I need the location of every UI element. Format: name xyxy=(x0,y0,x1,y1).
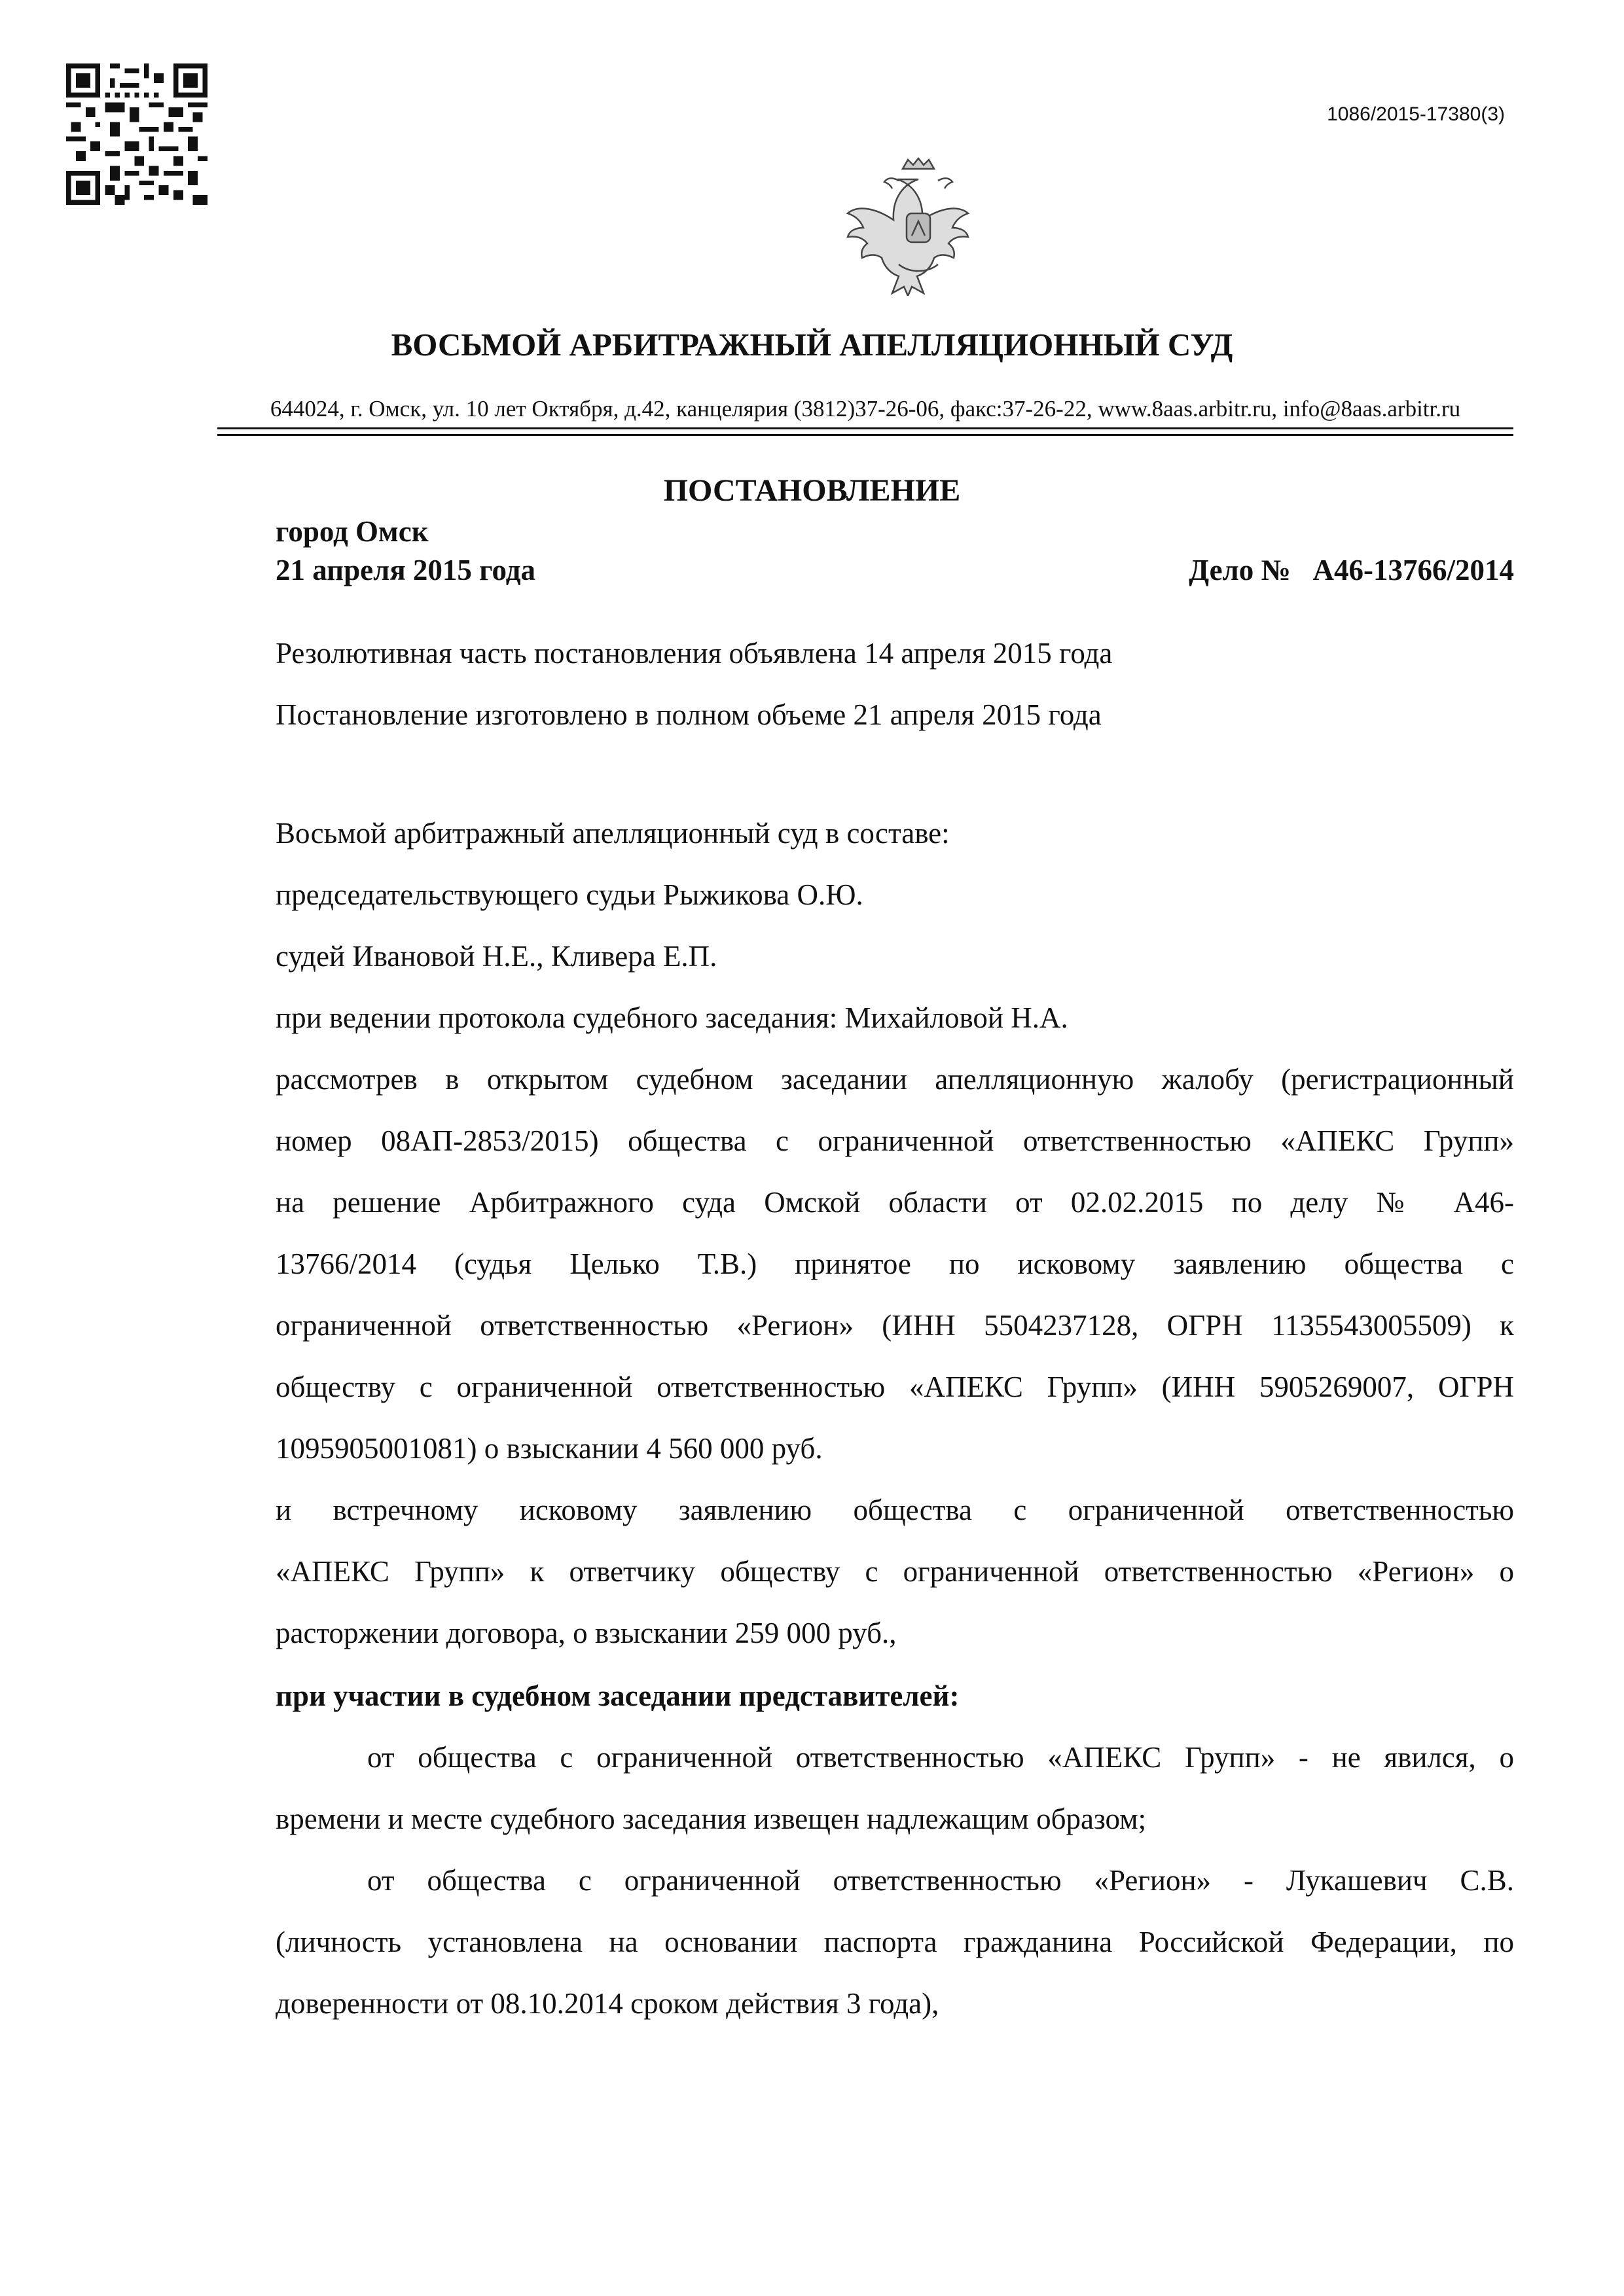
participant-line: времени и месте судебного заседания извещен надлежащим образом; xyxy=(276,1803,1147,1835)
header-divider-top xyxy=(217,427,1513,429)
coat-of-arms-emblem xyxy=(842,154,995,296)
court-address: 644024, г. Омск, ул. 10 лет Октября, д.42, канцелярия (3812)37-26-06, факс:37-26-22, www.8aas.arbitr.ru, info@8aas.arbitr.ru xyxy=(270,396,1461,422)
participant-line: от общества с ограниченной ответственностью «Регион» - Лукашевич С.В. xyxy=(367,1864,1514,1897)
resolution-announced-line: Резолютивная часть постановления объявлена 14 апреля 2015 года xyxy=(276,637,1113,670)
counterclaim-line: расторжении договора, о взыскании 259 000 руб., xyxy=(276,1617,897,1649)
text-line: ограниченной ответственностью «Регион» (ИНН 5504237128, ОГРН 1135543005509) к xyxy=(276,1309,1514,1342)
dates-block xyxy=(276,622,1514,745)
court-composition xyxy=(276,802,1514,1049)
text-line: номер 08АП-2853/2015) общества с ограниченной ответственностью «АПЕКС Групп» xyxy=(276,1124,1514,1157)
document-date: 21 апреля 2015 года xyxy=(276,554,535,586)
header-divider-bottom xyxy=(217,434,1513,436)
case-number: Дело № А46-13766/2014 xyxy=(1189,554,1514,586)
city: город Омск xyxy=(276,515,429,548)
presiding-judge-line: председательствующего судьи Рыжикова О.Ю. xyxy=(276,878,863,911)
considering-paragraph xyxy=(276,1049,1514,1664)
document-type-title: ПОСТАНОВЛЕНИЕ xyxy=(663,473,961,508)
secretary-line: при ведении протокола судебного заседания: Михайловой Н.А. xyxy=(276,1001,1068,1034)
participant-line: от общества с ограниченной ответственностью «АПЕКС Групп» - не явился, о xyxy=(367,1741,1514,1774)
composition-line: Восьмой арбитражный апелляционный суд в составе: xyxy=(276,817,950,850)
judges-line: судей Ивановой Н.Е., Кливера Е.П. xyxy=(276,940,717,973)
qr-code xyxy=(66,63,208,205)
participation-section xyxy=(276,1665,1514,2034)
court-name: ВОСЬМОЙ АРБИТРАЖНЫЙ АПЕЛЛЯЦИОННЫЙ СУД xyxy=(391,327,1233,363)
full-text-made-line: Постановление изготовлено в полном объеме 21 апреля 2015 года xyxy=(276,698,1102,731)
document-id: 1086/2015-17380(3) xyxy=(1327,103,1505,125)
text-line: на решение Арбитражного суда Омской области от 02.02.2015 по делу № А46- xyxy=(276,1186,1514,1219)
counterclaim-line: «АПЕКС Групп» к ответчику обществу с ограниченной ответственностью «Регион» о xyxy=(276,1555,1514,1588)
counterclaim-line: и встречному исковому заявлению общества с ограниченной ответственностью xyxy=(276,1494,1514,1526)
participant-line: (личность установлена на основании паспорта гражданина Российской Федерации, по xyxy=(276,1926,1514,1958)
text-line: рассмотрев в открытом судебном заседании апелляционную жалобу (регистрационный xyxy=(276,1063,1514,1096)
text-line: 1095905001081) о взыскании 4 560 000 руб. xyxy=(276,1432,823,1465)
text-line: обществу с ограниченной ответственностью «АПЕКС Групп» (ИНН 5905269007, ОГРН xyxy=(276,1371,1514,1403)
participation-heading: при участии в судебном заседании представителей: xyxy=(276,1679,960,1712)
text-line: 13766/2014 (судья Целько Т.В.) принятое по исковому заявлению общества с xyxy=(276,1247,1514,1280)
participant-line: доверенности от 08.10.2014 сроком действия 3 года), xyxy=(276,1987,939,2020)
